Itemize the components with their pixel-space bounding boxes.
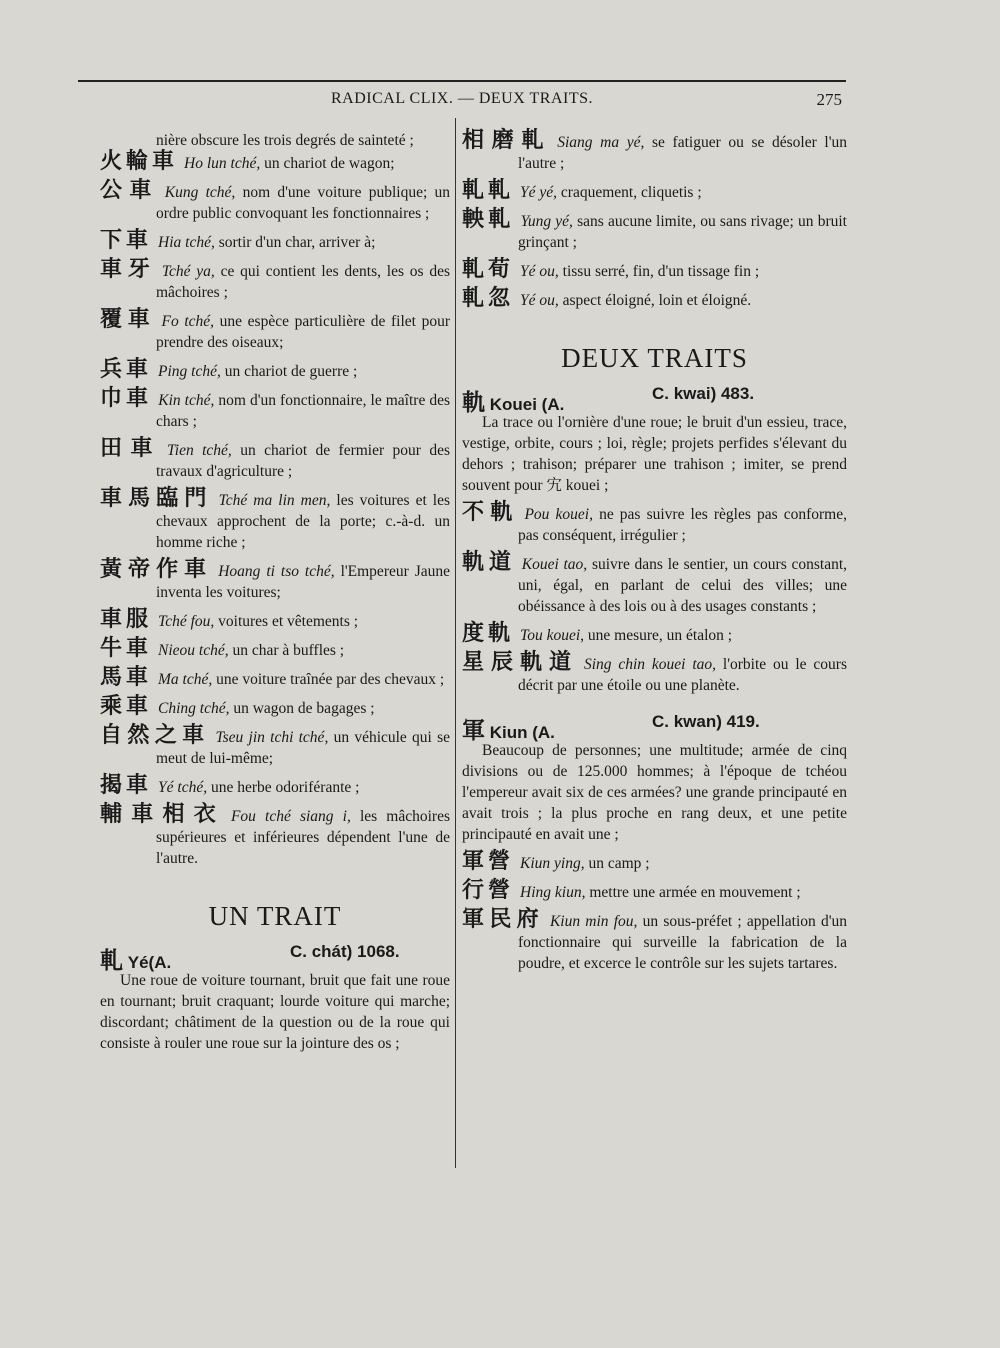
entry-romanization: Fou tché siang i, bbox=[230, 808, 351, 825]
dictionary-entry bbox=[462, 180, 847, 203]
entry-characters: 火輪車 bbox=[100, 149, 179, 174]
entry-definition: suivre dans le sentier, un cours constant, uni, égal, en parlant de celui des villes; une obéissance à des lois ou à des usages constants ; bbox=[518, 556, 848, 615]
continuation-text: nière obscure les trois degrés de sainteté ; bbox=[156, 132, 414, 149]
headword-kouei bbox=[462, 384, 847, 416]
dictionary-entry bbox=[462, 259, 847, 282]
entry-definition: les mâchoires supérieures et inférieures dépendent l'une de l'autre. bbox=[156, 808, 450, 867]
right-entry-list-b bbox=[462, 502, 847, 696]
entry-characters: 覆車 bbox=[100, 307, 156, 332]
entry-characters: 軋忽 bbox=[462, 286, 515, 311]
headword-character: 軌 bbox=[462, 390, 485, 416]
entry-definition: voitures et vêtements ; bbox=[218, 613, 359, 630]
entry-romanization: Ping tché, bbox=[158, 363, 221, 380]
entry-characters: 輔車相衣 bbox=[100, 802, 225, 827]
entry-characters: 軮軋 bbox=[462, 207, 515, 232]
entry-characters: 公車 bbox=[100, 178, 159, 203]
entry-characters: 星辰軌道 bbox=[462, 650, 578, 675]
entry-romanization: Yé ou, bbox=[520, 292, 559, 309]
entry-characters: 軌道 bbox=[462, 550, 516, 575]
entry-romanization: Tien tché, bbox=[167, 442, 232, 459]
entry-definition: une voiture traînée par des chevaux ; bbox=[216, 671, 445, 688]
dictionary-entry bbox=[462, 130, 847, 174]
left-entry-list bbox=[100, 151, 450, 869]
entry-romanization: Ma tché, bbox=[158, 671, 213, 688]
headword-kiun bbox=[462, 712, 847, 744]
entry-romanization: Tché ma lin men, bbox=[218, 492, 331, 509]
running-header bbox=[78, 80, 846, 118]
headword-character: 軍 bbox=[462, 718, 485, 744]
headword-definition: Beaucoup de personnes; une multitude; armée de cinq divisions ou de 125.000 hommes; à l'époque de tchéou l'empereur avait six de ces armées? une grande principauté en avait trois ; la plus proche en rang deux, et une petite principauté en avait une ; bbox=[462, 742, 847, 843]
dictionary-entry bbox=[462, 552, 847, 617]
entry-definition: une mesure, un étalon ; bbox=[587, 627, 733, 644]
section-title-deux-traits: DEUX TRAITS bbox=[561, 343, 748, 373]
entry-definition: une espèce particulière de filet pour prendre des oiseaux; bbox=[156, 313, 450, 351]
dictionary-entry bbox=[100, 230, 450, 253]
entry-definition: un camp ; bbox=[588, 855, 650, 872]
headword-label: Kiun (A. bbox=[489, 723, 555, 742]
entry-romanization: Siang ma yé, bbox=[557, 134, 645, 151]
entry-definition: un chariot de fermier pour des travaux d'agriculture ; bbox=[156, 442, 450, 480]
entry-romanization: Pou kouei, bbox=[524, 506, 593, 523]
entry-definition: une herbe odoriférante ; bbox=[210, 779, 360, 796]
entry-definition: un chariot de guerre ; bbox=[224, 363, 358, 380]
entry-characters: 田車 bbox=[100, 436, 162, 461]
entry-definition: un char à buffles ; bbox=[232, 642, 345, 659]
entry-definition: l'Empereur Jaune inventa les voitures; bbox=[156, 563, 450, 601]
entry-definition: ce qui contient les dents, les os des mâchoires ; bbox=[156, 263, 450, 301]
headword-ye bbox=[100, 942, 450, 974]
right-column bbox=[462, 130, 847, 980]
entry-romanization: Hoang ti tso tché, bbox=[218, 563, 335, 580]
dictionary-entry bbox=[100, 438, 450, 482]
entry-definition: ne pas suivre les règles pas conforme, pas conséquent, irrégulier ; bbox=[518, 506, 847, 544]
entry-characters: 牛車 bbox=[100, 636, 153, 661]
entry-definition: nom d'un fonctionnaire, le maître des chars ; bbox=[156, 392, 451, 430]
entry-definition: se fatiguer ou se désoler l'un l'autre ; bbox=[518, 134, 847, 172]
dictionary-entry bbox=[462, 880, 847, 903]
right-entry-list-c bbox=[462, 851, 847, 974]
dictionary-entry bbox=[100, 488, 450, 553]
headword-code: C. kwan) 419. bbox=[652, 712, 760, 731]
entry-romanization: Fo tché, bbox=[161, 313, 215, 330]
dictionary-entry bbox=[462, 909, 847, 974]
column-divider bbox=[455, 118, 456, 1168]
entry-romanization: Kung tché, bbox=[164, 184, 236, 201]
entry-romanization: Tseu jin tchi tché, bbox=[215, 729, 329, 746]
entry-definition: les voitures et les chevaux approchent de la porte; c.-à-d. un homme riche ; bbox=[156, 492, 451, 551]
entry-romanization: Kin tché, bbox=[158, 392, 215, 409]
entry-characters: 行營 bbox=[462, 878, 515, 903]
section-title-un-trait: UN TRAIT bbox=[208, 901, 342, 931]
entry-romanization: Kouei tao, bbox=[521, 556, 588, 573]
entry-romanization: Ho lun tché, bbox=[184, 155, 261, 172]
entry-definition: l'orbite ou le cours décrit par une étoile ou une planète. bbox=[518, 656, 848, 694]
entry-definition: un véhicule qui se meut de lui-même; bbox=[156, 729, 451, 767]
entry-definition: sans aucune limite, ou sans rivage; un bruit grinçant ; bbox=[518, 213, 847, 251]
headword-label: Kouei (A. bbox=[489, 395, 565, 414]
entry-characters: 軋荀 bbox=[462, 257, 515, 282]
dictionary-entry bbox=[462, 623, 847, 646]
headword-code: C. chát) 1068. bbox=[290, 942, 400, 961]
dictionary-entry bbox=[100, 775, 450, 798]
entry-definition: un chariot de wagon; bbox=[264, 155, 395, 172]
headword-label: Yé(A. bbox=[127, 953, 172, 972]
entry-definition: aspect éloigné, loin et éloigné. bbox=[562, 292, 752, 309]
entry-romanization: Yung yé, bbox=[520, 213, 573, 230]
entry-romanization: Yé ou, bbox=[520, 263, 559, 280]
entry-romanization: Sing chin kouei tao, bbox=[583, 656, 717, 673]
entry-characters: 軍營 bbox=[462, 849, 515, 874]
dictionary-entry bbox=[100, 638, 450, 661]
entry-characters: 自然之車 bbox=[100, 723, 210, 748]
dictionary-entry bbox=[100, 804, 450, 869]
dictionary-entry bbox=[100, 151, 450, 174]
page-number: 275 bbox=[816, 90, 842, 109]
header-title: RADICAL CLIX. — DEUX TRAITS. bbox=[331, 90, 593, 107]
dictionary-entry bbox=[462, 851, 847, 874]
dictionary-entry bbox=[100, 559, 450, 603]
dictionary-entry bbox=[100, 609, 450, 632]
entry-characters: 巾車 bbox=[100, 386, 153, 411]
entry-definition: un sous-préfet ; appellation d'un fonctionnaire qui surveille la fabrication de la poudre, et excerce le contrôle sur les sujets tartares. bbox=[518, 913, 847, 972]
entry-characters: 揭車 bbox=[100, 773, 153, 798]
entry-romanization: Nieou tché, bbox=[158, 642, 229, 659]
entry-characters: 車馬臨門 bbox=[100, 486, 213, 511]
headword-definition: Une roue de voiture tournant, bruit que fait une roue en tournant; bruit craquant; lourde voiture qui marche; discordant; châtiment de la question ou de la roue qui consiste à rouler une roue sur la jointure des os ; bbox=[100, 972, 450, 1052]
headword-character: 軋 bbox=[100, 948, 123, 974]
entry-characters: 兵車 bbox=[100, 357, 153, 382]
entry-romanization: Kiun min fou, bbox=[549, 913, 638, 930]
entry-characters: 軍民府 bbox=[462, 907, 544, 932]
entry-romanization: Kiun ying, bbox=[520, 855, 585, 872]
entry-characters: 乘車 bbox=[100, 694, 153, 719]
entry-definition: mettre une armée en mouvement ; bbox=[589, 884, 801, 901]
entry-definition: un wagon de bagages ; bbox=[233, 700, 375, 717]
entry-romanization: Ching tché, bbox=[158, 700, 230, 717]
entry-romanization: Hing kiun, bbox=[520, 884, 586, 901]
entry-romanization: Yé yé, bbox=[520, 184, 558, 201]
dictionary-entry bbox=[100, 259, 450, 303]
dictionary-entry bbox=[100, 180, 450, 224]
entry-definition: craquement, cliquetis ; bbox=[560, 184, 702, 201]
entry-characters: 黃帝作車 bbox=[100, 557, 213, 582]
entry-romanization: Tou kouei, bbox=[520, 627, 585, 644]
dictionary-entry bbox=[100, 359, 450, 382]
entry-definition: sortir d'un char, arriver à; bbox=[218, 234, 376, 251]
right-entry-list-a bbox=[462, 130, 847, 311]
dictionary-entry bbox=[100, 309, 450, 353]
dictionary-entry bbox=[462, 502, 847, 546]
entry-romanization: Yé tché, bbox=[158, 779, 208, 796]
dictionary-entry bbox=[462, 209, 847, 253]
entry-definition: nom d'une voiture publique; un ordre public convoquant les fonctionnaires ; bbox=[156, 184, 451, 222]
entry-characters: 度軌 bbox=[462, 621, 515, 646]
left-column bbox=[100, 130, 450, 1060]
entry-characters: 車牙 bbox=[100, 257, 156, 282]
dictionary-entry bbox=[100, 696, 450, 719]
headword-definition: La trace ou l'ornière d'une roue; le bruit d'un essieu, trace, vestige, orbite, cours ; loi, règle; projets perfides s'élevant du dehors ; trahison; préparer une trahison ; imiter, se prend souvent pour 宄 kouei ; bbox=[462, 414, 847, 494]
entry-characters: 下車 bbox=[100, 228, 153, 253]
entry-characters: 相磨軋 bbox=[462, 128, 552, 153]
dictionary-entry bbox=[462, 288, 847, 311]
entry-romanization: Tché fou, bbox=[158, 613, 215, 630]
dictionary-entry bbox=[100, 725, 450, 769]
dictionary-entry bbox=[462, 652, 847, 696]
entry-characters: 馬車 bbox=[100, 665, 153, 690]
headword-code: C. kwai) 483. bbox=[652, 384, 755, 403]
entry-definition: tissu serré, fin, d'un tissage fin ; bbox=[562, 263, 760, 280]
entry-characters: 不軌 bbox=[462, 500, 519, 525]
dictionary-entry bbox=[100, 667, 450, 690]
entry-characters: 軋軋 bbox=[462, 178, 515, 203]
dictionary-entry bbox=[100, 388, 450, 432]
entry-characters: 車服 bbox=[100, 607, 153, 632]
entry-romanization: Hia tché, bbox=[158, 234, 215, 251]
entry-romanization: Tché ya, bbox=[161, 263, 215, 280]
